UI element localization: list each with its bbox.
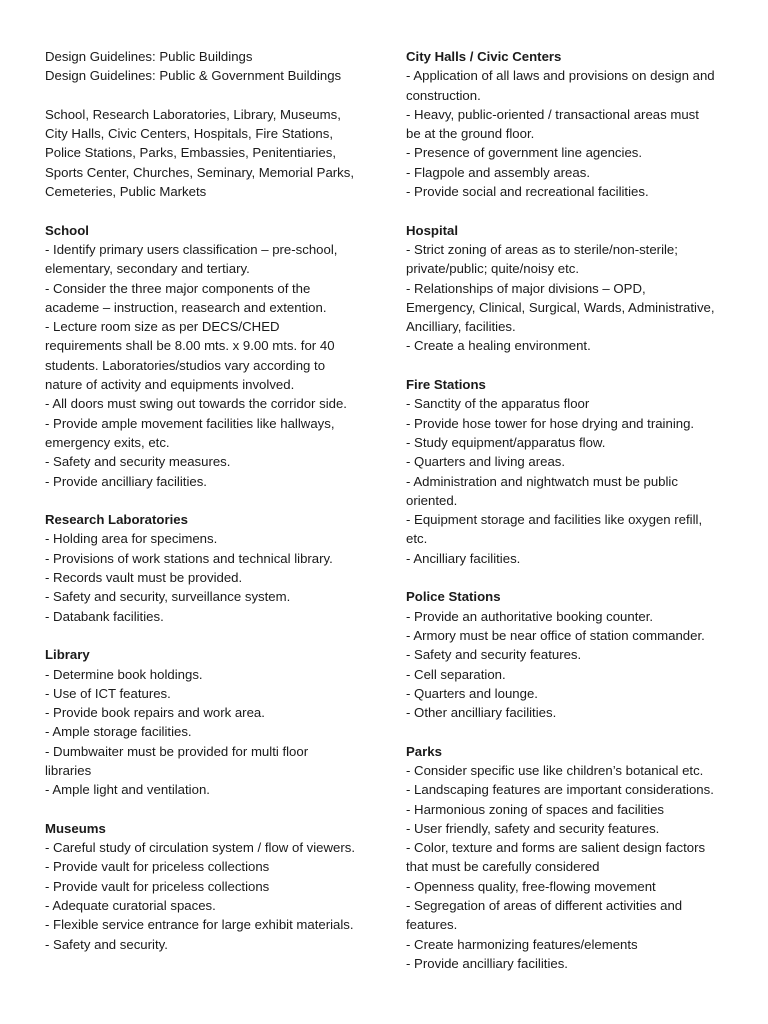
section-line: - Sanctity of the apparatus floor [406,396,590,412]
section-line: - Provide vault for priceless collections [45,859,270,875]
section-line: - Careful study of circulation system / flow of viewers. [45,840,356,856]
section-line: - Ample storage facilities. [45,724,192,740]
section-line: - User friendly, safety and security features. [406,820,660,836]
section-parks [406,742,736,974]
section-line: - Presence of government line agencies. [406,145,643,161]
section-fire-stations [406,375,736,568]
section-line: - Safety and security. [45,936,168,952]
section-line: features. [406,917,458,933]
section-line: emergency exits, etc. [45,434,170,450]
section-heading: City Halls / Civic Centers [406,49,562,64]
section-line: etc. [406,531,428,547]
section-line: that must be carefully considered [406,859,600,875]
section-line: - Quarters and lounge. [406,685,538,701]
building-types-line: School, Research Laboratories, Library, Museums, [45,106,341,122]
section-line: Ancilliary, facilities. [406,319,516,335]
section-line: academe – instruction, reasearch and extention. [45,299,327,315]
section-line: - Provide an authoritative booking counter. [406,608,654,624]
building-types-line: Sports Center, Churches, Seminary, Memorial Parks, [45,164,355,180]
section-line: - Create a healing environment. [406,338,591,354]
intro-line: Design Guidelines: Public Buildings [45,49,253,64]
section-line: elementary, secondary and tertiary. [45,261,250,277]
section-line: - Heavy, public-oriented / transactional areas must [406,106,699,122]
section-line: - Lecture room size as per DECS/CHED [45,319,280,335]
section-research-laboratories [45,510,375,626]
section-line: requirements shall be 8.00 mts. x 9.00 mts. for 40 [45,338,335,354]
section-line: - Use of ICT features. [45,685,171,701]
section-line: - Provide book repairs and work area. [45,705,265,721]
section-line: - Databank facilities. [45,608,164,624]
section-line: - Ample light and ventilation. [45,782,210,798]
section-line: nature of activity and equipments involved. [45,377,295,393]
section-line: - Dumbwaiter must be provided for multi floor [45,743,309,759]
section-line: - Consider specific use like children’s botanical etc. [406,762,704,778]
building-types-line: City Halls, Civic Centers, Hospitals, Fire Stations, [45,126,334,142]
section-heading: Fire Stations [406,377,486,393]
intro-block [45,47,375,86]
section-line: - Other ancilliary facilities. [406,705,557,721]
section-heading: Research Laboratories [45,512,188,528]
left-sections [45,221,375,954]
section-line: - Administration and nightwatch must be public [406,473,678,489]
right-column [406,47,736,973]
section-line: - Safety and security, surveillance system. [45,589,291,605]
section-line: - Holding area for specimens. [45,531,218,547]
section-line: - Openness quality, free-flowing movement [406,878,656,894]
section-heading: School [45,222,89,238]
section-line: - Consider the three major components of the [45,280,311,296]
building-types-block [45,105,375,201]
section-police-stations [406,587,736,722]
section-line: - Flexible service entrance for large exhibit materials. [45,917,354,933]
section-line: - Color, texture and forms are salient design factors [406,840,706,856]
section-line: libraries [45,762,92,778]
section-line: - Create harmonizing features/elements [406,936,638,952]
section-line: - Provide ancilliary facilities. [45,473,207,489]
section-line: - Provide vault for priceless collections [45,878,270,894]
section-line: - Quarters and living areas. [406,454,566,470]
section-line: - Ancilliary facilities. [406,550,521,566]
section-school [45,221,375,491]
section-line: - Identify primary users classification – pre-school, [45,241,338,257]
section-line: construction. [406,87,481,103]
section-heading: Library [45,647,90,663]
section-line: - Provide ancilliary facilities. [406,955,568,971]
section-line: private/public; quite/noisy etc. [406,261,579,277]
building-types-line: Police Stations, Parks, Embassies, Penitentiaries, [45,145,336,161]
section-line: - Landscaping features are important considerations. [406,782,714,798]
section-line: - Flagpole and assembly areas. [406,164,590,180]
section-line: - Provide hose tower for hose drying and training. [406,415,695,431]
section-line: - All doors must swing out towards the corridor side. [45,396,347,412]
section-line: be at the ground floor. [406,126,535,142]
section-line: - Safety and security features. [406,647,582,663]
section-line: - Equipment storage and facilities like oxygen refill, [406,512,703,528]
section-line: - Strict zoning of areas as to sterile/non-sterile; [406,241,678,257]
section-line: - Armory must be near office of station commander. [406,627,705,643]
section-city-halls-civic-centers [406,47,736,201]
section-line: - Cell separation. [406,666,506,682]
section-heading: Police Stations [406,589,501,605]
section-line: - Records vault must be provided. [45,570,243,586]
section-heading: Parks [406,743,442,759]
section-line: - Provide ample movement facilities like hallways, [45,415,335,431]
section-line: - Determine book holdings. [45,666,203,682]
section-line: - Segregation of areas of different activities and [406,898,683,914]
intro-line: Design Guidelines: Public & Government Buildings [45,68,342,84]
section-hospital [406,221,736,356]
section-heading: Museums [45,820,106,836]
section-line: - Provide social and recreational facilities. [406,184,649,200]
section-line: - Provisions of work stations and technical library. [45,550,333,566]
section-line: - Relationships of major divisions – OPD, [406,280,646,296]
section-library [45,645,375,799]
section-line: - Harmonious zoning of spaces and facilities [406,801,665,817]
left-column [45,47,375,954]
section-line: - Application of all laws and provisions on design and [406,68,715,84]
section-line: students. Laboratories/studios vary according to [45,357,326,373]
right-sections [406,47,736,973]
section-line: - Adequate curatorial spaces. [45,898,216,914]
section-line: - Safety and security measures. [45,454,231,470]
section-line: Emergency, Clinical, Surgical, Wards, Administrative, [406,299,715,315]
section-line: - Study equipment/apparatus flow. [406,434,606,450]
section-heading: Hospital [406,222,459,238]
section-line: oriented. [406,492,458,508]
section-museums [45,819,375,954]
building-types-line: Cemeteries, Public Markets [45,184,207,200]
